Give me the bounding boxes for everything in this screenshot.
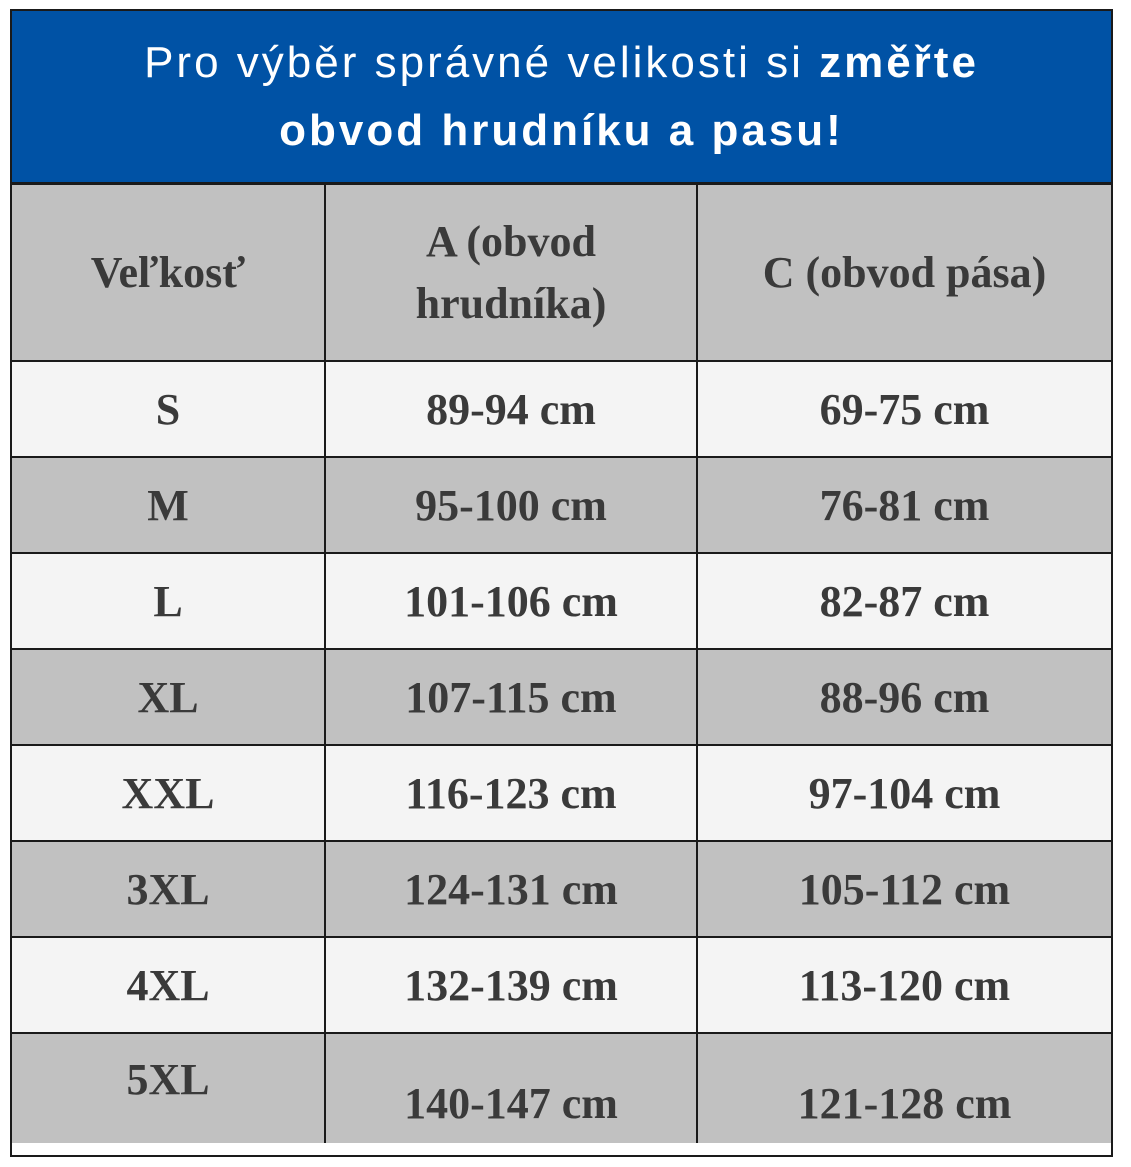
waist-cell: 113-120 cm: [697, 937, 1111, 1033]
chest-cell: 101-106 cm: [325, 553, 697, 649]
header-chest-line2: hrudníka): [415, 278, 607, 328]
chest-cell: 89-94 cm: [325, 361, 697, 457]
header-size: Veľkosť: [12, 185, 325, 361]
table-row: [12, 649, 1111, 745]
size-cell: M: [12, 457, 325, 553]
size-cell: 4XL: [12, 937, 325, 1033]
table-row: [12, 553, 1111, 649]
size-cell: XL: [12, 649, 325, 745]
banner-line2: obvod hrudníku a pasu!: [279, 105, 844, 155]
table-row: [12, 937, 1111, 1033]
chest-cell: 107-115 cm: [325, 649, 697, 745]
table-row: [12, 745, 1111, 841]
chest-cell: 132-139 cm: [325, 937, 697, 1033]
table-row: [12, 1033, 1111, 1143]
header-waist: C (obvod pása): [697, 185, 1111, 361]
size-cell: XXL: [12, 745, 325, 841]
size-cell: 3XL: [12, 841, 325, 937]
table-row: [12, 361, 1111, 457]
chest-cell: 95-100 cm: [325, 457, 697, 553]
waist-cell: 82-87 cm: [697, 553, 1111, 649]
waist-cell: 105-112 cm: [697, 841, 1111, 937]
table-header-row: [12, 185, 1111, 361]
table-row: [12, 457, 1111, 553]
size-cell: 5XL: [12, 1033, 325, 1143]
size-cell: L: [12, 553, 325, 649]
waist-cell: 97-104 cm: [697, 745, 1111, 841]
size-table: [12, 185, 1111, 1143]
size-cell: S: [12, 361, 325, 457]
chest-cell: 124-131 cm: [325, 841, 697, 937]
table-row: [12, 841, 1111, 937]
waist-cell: 121-128 cm: [697, 1033, 1111, 1143]
chest-cell: 116-123 cm: [325, 745, 697, 841]
banner-text: [22, 29, 1102, 165]
waist-cell: 76-81 cm: [697, 457, 1111, 553]
size-chart: [10, 9, 1113, 1157]
waist-cell: 88-96 cm: [697, 649, 1111, 745]
banner-line1-bold: změřte: [819, 37, 979, 87]
waist-cell: 69-75 cm: [697, 361, 1111, 457]
banner-line1-regular: Pro výběr správné velikosti si: [144, 37, 820, 87]
header-chest: [325, 185, 697, 361]
instruction-banner: [12, 11, 1111, 185]
header-chest-line1: A (obvod: [426, 216, 596, 266]
chest-cell: 140-147 cm: [325, 1033, 697, 1143]
